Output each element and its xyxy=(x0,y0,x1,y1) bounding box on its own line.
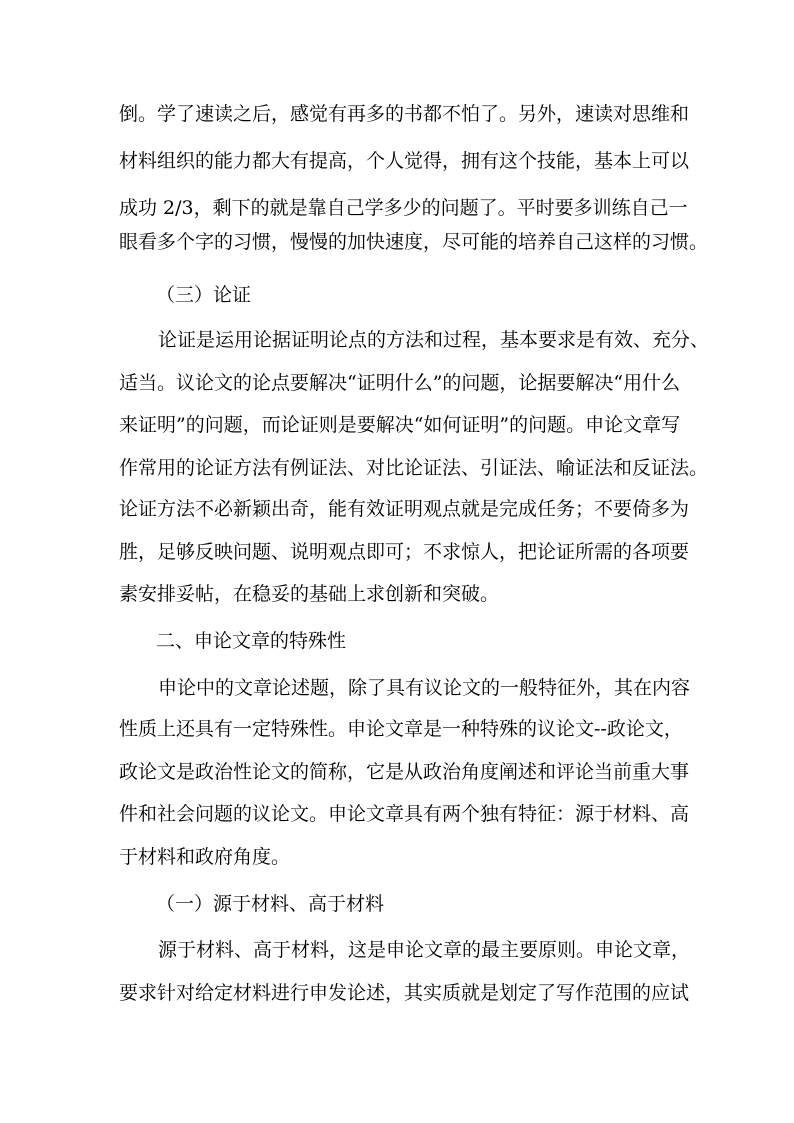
paragraph-line: 论证方法不必新颖出奇，能有效证明观点就是完成任务；不要倚多为 xyxy=(119,498,690,520)
paragraph-line: 作常用的论证方法有例证法、对比论证法、引证法、喻证法和反证法。 xyxy=(119,457,709,479)
paragraph-line: 适当。议论文的论点要解决“证明什么”的问题，论据要解决“用什么 xyxy=(119,372,681,394)
paragraph-line: 要求针对给定材料进行申发论述，其实质就是划定了写作范围的应试 xyxy=(119,982,690,1004)
section-heading-source-materials: （一）源于材料、高于材料 xyxy=(156,893,385,915)
paragraph-line: 素安排妥帖，在稳妥的基础上求创新和突破。 xyxy=(119,583,500,605)
paragraph-line: 件和社会问题的议论文。申论文章具有两个独有特征：源于材料、高 xyxy=(119,803,690,825)
paragraph-line: 倒。学了速读之后，感觉有再多的书都不怕了。另外，速读对思维和 xyxy=(119,103,690,125)
paragraph-line: 源于材料、高于材料，这是申论文章的最主要原则。申论文章， xyxy=(158,939,691,961)
paragraph-line: 胜，足够反映问题、说明观点即可；不求惊人，把论证所需的各项要 xyxy=(119,541,690,563)
section-heading-argumentation: （三）论证 xyxy=(156,284,252,306)
paragraph-line: 政论文是政治性论文的简称，它是从政治角度阐述和评论当前重大事 xyxy=(119,761,690,783)
paragraph-line: 于材料和政府角度。 xyxy=(119,846,291,868)
paragraph-line: 论证是运用论据证明论点的方法和过程，基本要求是有效、充分、 xyxy=(158,329,710,351)
paragraph-line: 材料组织的能力都大有提高，个人觉得，拥有这个技能，基本上可以 xyxy=(119,150,690,172)
section-heading-special-nature: 二、申论文章的特殊性 xyxy=(156,630,347,652)
paragraph-line: 成功 2/3，剩下的就是靠自己学多少的问题了。平时要多训练自己一 xyxy=(119,197,688,219)
paragraph-line: 性质上还具有一定特殊性。申论文章是一种特殊的议论文--政论文， xyxy=(119,718,683,740)
paragraph-line: 眼看多个字的习惯，慢慢的加快速度，尽可能的培养自己这样的习惯。 xyxy=(119,231,709,253)
paragraph-line: 来证明”的问题，而论证则是要解决“如何证明”的问题。申论文章写 xyxy=(119,414,681,436)
paragraph-line: 申论中的文章论述题，除了具有议论文的一般特征外，其在内容 xyxy=(158,677,691,699)
